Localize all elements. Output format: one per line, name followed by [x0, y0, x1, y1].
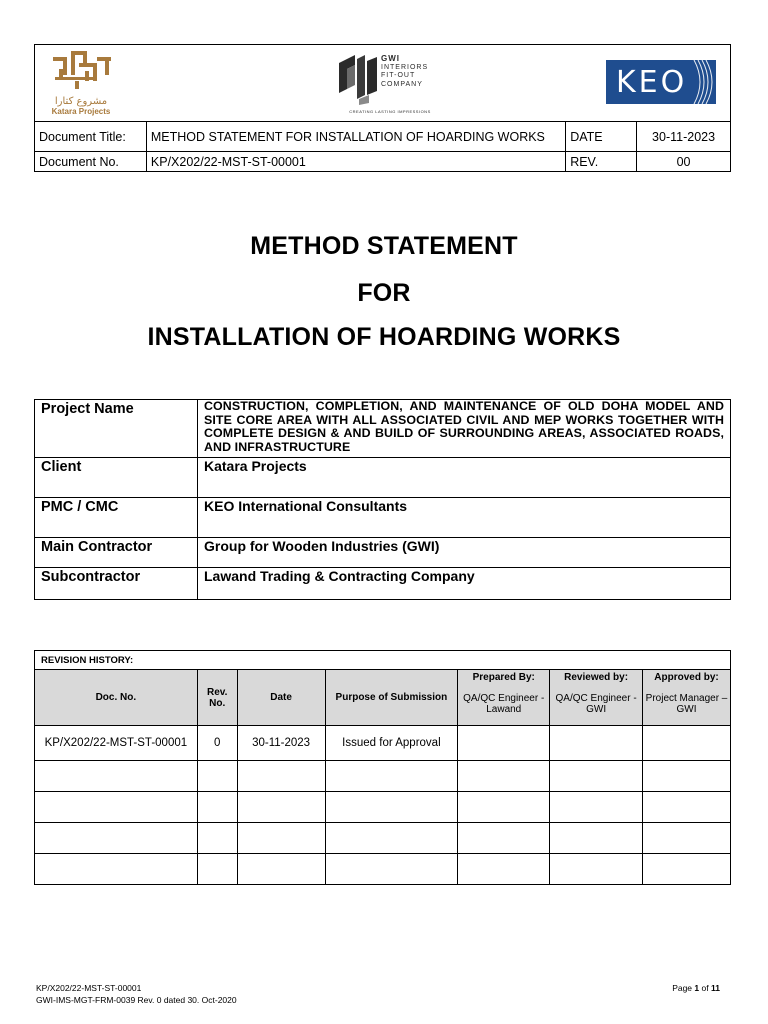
col-reviewed: Reviewed by: QA/QC Engineer - GWI	[550, 670, 643, 726]
rev-label: REV.	[566, 152, 637, 172]
col-approved: Approved by: Project Manager – GWI	[643, 670, 731, 726]
doc-no-row	[35, 152, 731, 172]
logo-row	[35, 45, 731, 122]
katara-logo-text: Katara Projects	[51, 107, 111, 116]
keo-logo-text: KEO	[616, 65, 688, 100]
client-value: Katara Projects	[198, 458, 731, 498]
project-row	[35, 568, 731, 600]
katara-emblem-icon	[45, 47, 117, 93]
col-doc-no: Doc. No.	[35, 670, 198, 726]
date-value: 30-11-2023	[637, 122, 731, 152]
footer-doc-number: KP/X202/22-MST-ST-00001	[36, 983, 142, 993]
katara-logo	[45, 47, 117, 117]
pmc-value: KEO International Consultants	[198, 498, 731, 538]
doc-title-row	[35, 122, 731, 152]
footer-doc-info	[36, 982, 237, 1006]
main-contractor-value: Group for Wooden Industries (GWI)	[198, 538, 731, 568]
title-line-2: FOR	[357, 279, 411, 307]
row1-prepared	[458, 726, 550, 761]
revision-history-title: REVISION HISTORY:	[35, 651, 731, 670]
katara-arabic-text: مشروع كتارا	[54, 96, 108, 107]
table-row	[35, 792, 731, 823]
row1-purpose: Issued for Approval	[325, 726, 458, 761]
project-name-value: CONSTRUCTION, COMPLETION, AND MAINTENANCE OF OLD DOHA MODEL AND SITE CORE AREA WITH ALL ASSOCIATED CIVIL AND MEP WORKS TOGETHER WITH COMPLETE DESIGN & AND BUILD OF SURROUNDING AREAS, ASSOCIATED ROADS, AND INFRASTRUCTURE	[198, 400, 731, 458]
col-date: Date	[237, 670, 325, 726]
footer-form-ref: GWI-IMS-MGT-FRM-0039 Rev. 0 dated 30. Oct-2020	[36, 995, 237, 1005]
table-row	[35, 854, 731, 885]
rev-value: 00	[637, 152, 731, 172]
subcontractor-value: Lawand Trading & Contracting Company	[198, 568, 731, 600]
logo-cell	[35, 45, 731, 122]
gwi-emblem-icon	[335, 55, 379, 105]
main-contractor-label: Main Contractor	[35, 538, 198, 568]
client-label: Client	[35, 458, 198, 498]
keo-stripes-icon	[692, 60, 716, 104]
title-line-1: METHOD STATEMENT	[250, 232, 518, 260]
project-info-table	[34, 399, 731, 600]
project-row	[35, 458, 731, 498]
page-number: Page 1 of 11	[672, 983, 720, 993]
doc-title-value: METHOD STATEMENT FOR INSTALLATION OF HOARDING WORKS	[146, 122, 565, 152]
subcontractor-label: Subcontractor	[35, 568, 198, 600]
doc-no-value: KP/X202/22-MST-ST-00001	[146, 152, 565, 172]
col-rev-no: Rev. No.	[197, 670, 237, 726]
row1-approved	[643, 726, 731, 761]
revision-history-table	[34, 650, 731, 885]
table-row	[35, 726, 731, 761]
document-header-table	[34, 44, 731, 172]
title-line-3: INSTALLATION OF HOARDING WORKS	[147, 323, 621, 351]
project-row	[35, 498, 731, 538]
revision-title-row	[35, 651, 731, 670]
table-row	[35, 823, 731, 854]
doc-title-label: Document Title:	[35, 122, 147, 152]
project-row	[35, 400, 731, 458]
col-prepared: Prepared By: QA/QC Engineer - Lawand	[458, 670, 550, 726]
keo-logo	[606, 60, 716, 104]
revision-header-row	[35, 670, 731, 726]
gwi-tagline: CREATING LASTING IMPRESSIONS	[349, 109, 431, 114]
project-name-label: Project Name	[35, 400, 198, 458]
gwi-logo-text: GWI INTERIORS FIT-OUT COMPANY	[381, 54, 429, 88]
doc-no-label: Document No.	[35, 152, 147, 172]
table-row	[35, 761, 731, 792]
pmc-label: PMC / CMC	[35, 498, 198, 538]
gwi-logo	[335, 53, 445, 117]
row1-doc-no: KP/X202/22-MST-ST-00001	[35, 726, 198, 761]
project-row	[35, 538, 731, 568]
row1-date: 30-11-2023	[237, 726, 325, 761]
date-label: DATE	[566, 122, 637, 152]
row1-reviewed	[550, 726, 643, 761]
col-purpose: Purpose of Submission	[325, 670, 458, 726]
row1-rev-no: 0	[197, 726, 237, 761]
